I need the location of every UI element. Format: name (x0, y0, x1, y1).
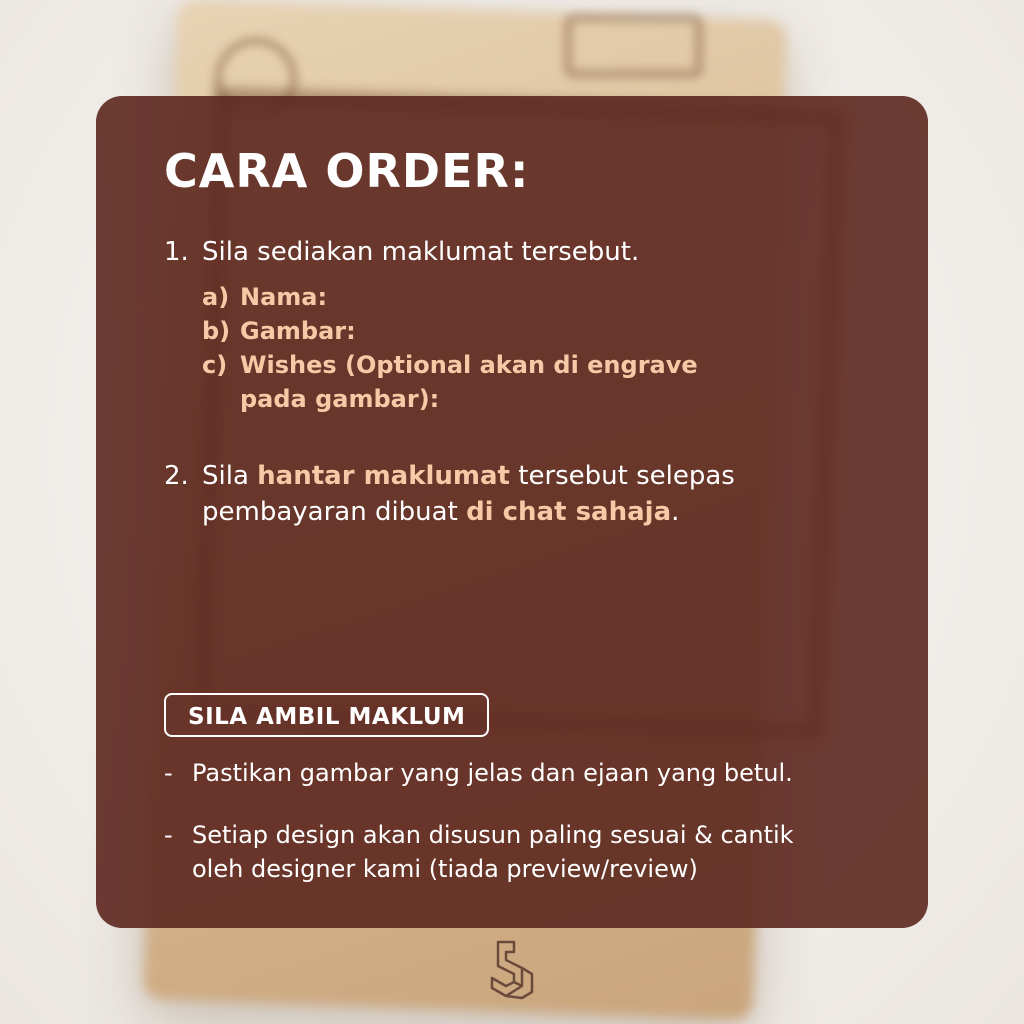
page-title: CARA ORDER: (164, 144, 530, 198)
step-highlight: di chat sahaja (466, 497, 672, 527)
step-text-part: tersebut selepas pembayaran dibuat (202, 461, 735, 527)
note-item (164, 756, 884, 790)
list-item-letter: c) (202, 351, 228, 379)
step-1 (164, 234, 804, 270)
step-text-part: Sila (202, 461, 258, 491)
list-item (202, 280, 802, 314)
list-item (202, 314, 802, 348)
list-item-text: Wishes (Optional akan di engrave pada gambar): (240, 351, 698, 413)
list-item (202, 348, 802, 416)
step-highlight: hantar maklumat (257, 461, 510, 491)
note-item (164, 818, 884, 886)
wooden-frame-button (565, 15, 702, 77)
step-text-part: . (671, 497, 680, 527)
step-2 (164, 458, 804, 530)
list-item-letter: b) (202, 317, 231, 345)
note-dash: - (164, 759, 173, 787)
step-text: Sila sediakan maklumat tersebut. (202, 237, 640, 267)
step-number: 2. (164, 461, 189, 491)
step-number: 1. (164, 237, 189, 267)
list-item-text: Nama: (240, 283, 328, 311)
note-dash: - (164, 821, 173, 849)
step-text (202, 458, 762, 530)
note-text: Setiap design akan disusun paling sesuai & cantik oleh designer kami (tiada preview/review) (192, 821, 794, 883)
brand-logo-icon (484, 938, 540, 1002)
order-instructions-card (96, 96, 928, 928)
list-item-text: Gambar: (240, 317, 356, 345)
list-item-letter: a) (202, 283, 230, 311)
note-text: Pastikan gambar yang jelas dan ejaan yang betul. (192, 759, 793, 787)
notice-badge: SILA AMBIL MAKLUM (164, 693, 489, 737)
